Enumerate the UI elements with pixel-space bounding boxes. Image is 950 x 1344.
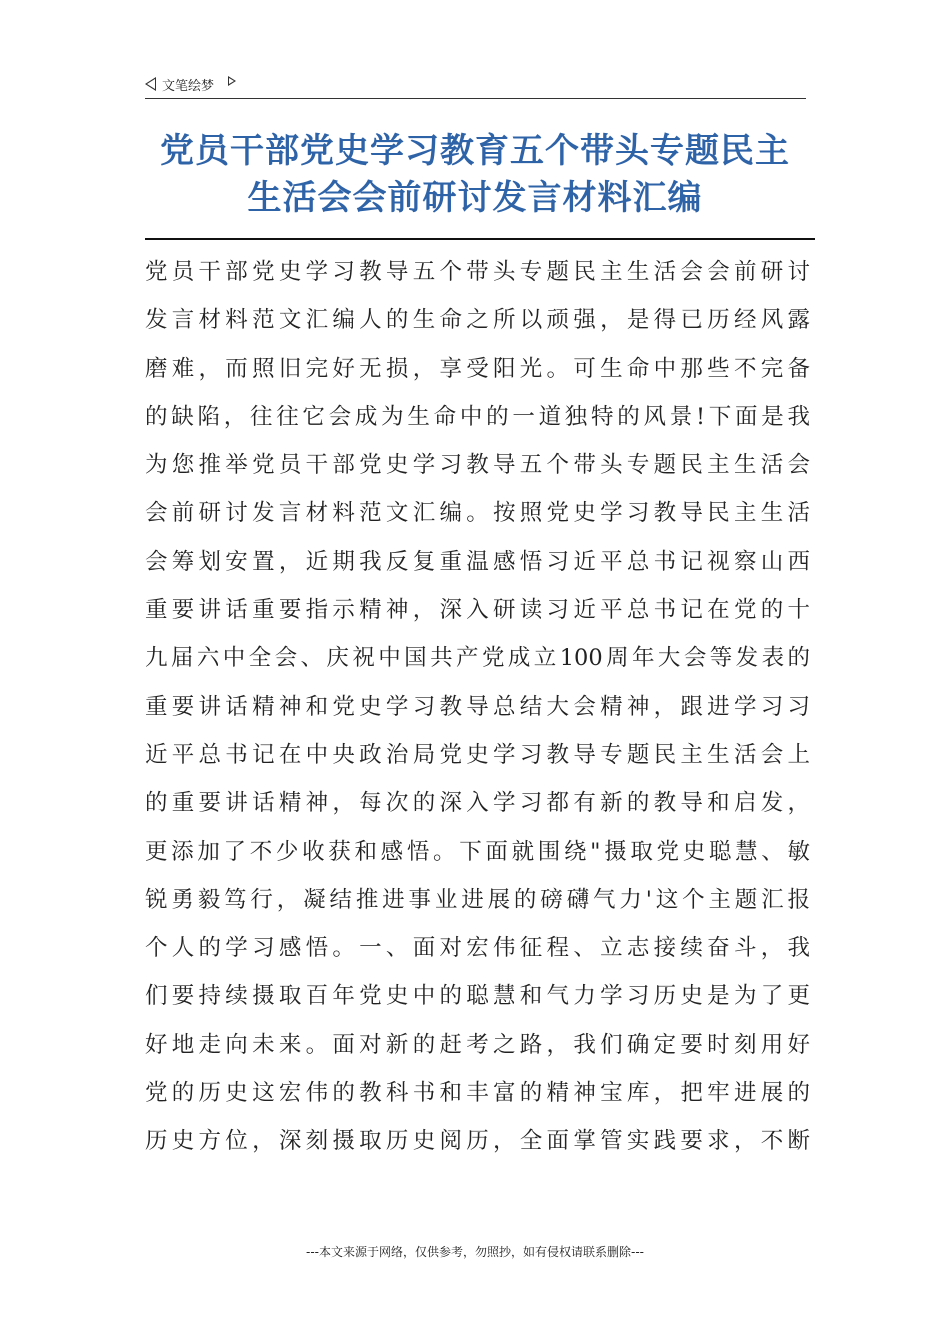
body-line: 锐勇毅笃行，凝结推进事业进展的磅礴气力'这个主题汇报 xyxy=(145,886,810,913)
title-divider xyxy=(145,238,815,240)
body-line: 重要讲话重要指示精神，深入研读习近平总书记在党的十 xyxy=(145,597,810,624)
body-line: 近平总书记在中央政治局党史学习教导专题民主生活会上 xyxy=(145,741,810,768)
body-line: 党的历史这宏伟的教科书和丰富的精神宝库，把牢进展的 xyxy=(145,1080,810,1107)
body-line: 会前研讨发言材料范文汇编。按照党史学习教导民主生活 xyxy=(145,500,810,527)
body-line: 为您推举党员干部党史学习教导五个带头专题民主生活会 xyxy=(145,452,810,479)
document-title xyxy=(120,128,830,222)
document-body xyxy=(145,248,810,1166)
body-line: 们要持续摄取百年党史中的聪慧和气力学习历史是为了更 xyxy=(145,983,810,1010)
body-line: 党员干部党史学习教导五个带头专题民主生活会会前研讨 xyxy=(145,259,810,285)
body-line: 九届六中全会、庆祝中国共产党成立100周年大会等发表的 xyxy=(145,645,810,672)
body-line: 的缺陷，往往它会成为生命中的一道独特的风景!下面是我 xyxy=(145,403,810,430)
body-line: 磨难，而照旧完好无损，享受阳光。可生命中那些不完备 xyxy=(145,355,810,382)
body-line: 重要讲话精神和党史学习教导总结大会精神，跟进学习习 xyxy=(145,693,810,720)
triangle-right-icon xyxy=(228,76,236,86)
body-line: 会筹划安置，近期我反复重温感悟习近平总书记视察山西 xyxy=(145,548,810,575)
footer-notice: ---本文来源于网络，仅供参考，勿照抄，如有侵权请联系删除--- xyxy=(306,1245,644,1259)
header-brand: 文笔绘梦 xyxy=(162,78,215,94)
body-line: 发言材料范文汇编人的生命之所以顽强，是得已历经风露 xyxy=(145,307,810,334)
title-line: 生活会会前研讨发言材料汇编 xyxy=(247,178,703,218)
header-divider xyxy=(145,98,806,99)
title-line: 党员干部党史学习教育五个带头专题民主 xyxy=(160,131,790,171)
body-line: 好地走向未来。面对新的赶考之路，我们确定要时刻用好 xyxy=(145,1031,810,1058)
body-line: 更添加了不少收获和感悟。下面就围绕"摄取党史聪慧、敏 xyxy=(145,838,810,865)
body-line: 历史方位，深刻摄取历史阅历，全面掌管实践要求，不断 xyxy=(145,1128,810,1155)
body-line: 个人的学习感悟。一、面对宏伟征程、立志接续奋斗，我 xyxy=(145,935,810,962)
page-header xyxy=(145,72,236,96)
body-line: 的重要讲话精神，每次的深入学习都有新的教导和启发， xyxy=(145,790,810,817)
triangle-left-icon xyxy=(145,77,156,91)
